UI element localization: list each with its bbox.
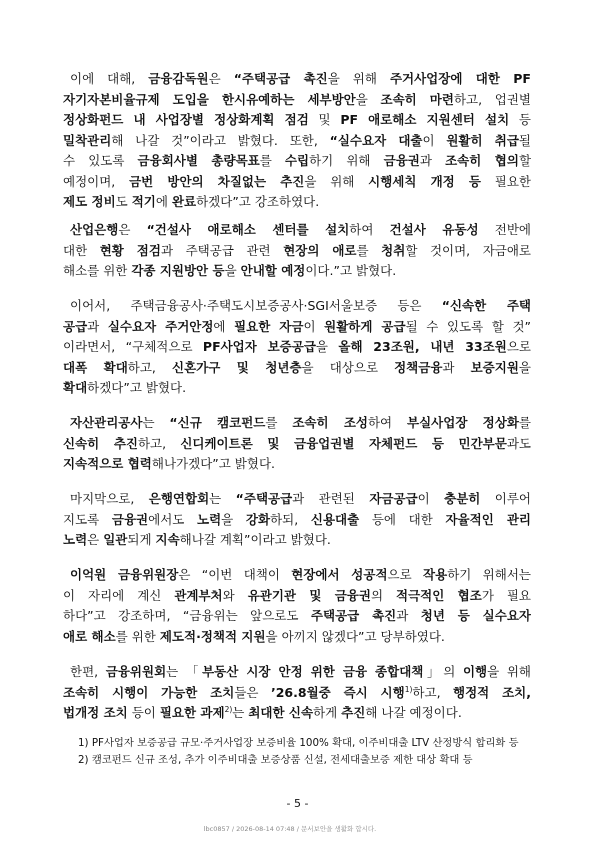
text: 를 (265, 415, 293, 430)
bold-text: 부동산 시장 안정 위한 금융 종합대책 (202, 664, 424, 679)
text-line (63, 489, 531, 510)
bold-text: 노력 (63, 532, 88, 547)
paragraph-fss-statement (63, 69, 531, 213)
text: 마지막으로, (70, 491, 149, 506)
bold-text: 추진 (341, 705, 366, 720)
text: 하되, (270, 511, 311, 527)
bold-text: 확대 (63, 380, 88, 395)
text: 전반에 (478, 222, 531, 237)
text: 해 나갈 것”이라고 밝혔다. 또한, (111, 132, 330, 148)
bold-text: 현장의 애로 (283, 242, 357, 258)
paragraph-fsc-plan (63, 662, 531, 724)
text: 하게 (313, 705, 342, 720)
text-line (63, 565, 531, 586)
text: 도 (115, 194, 132, 209)
bold-text: 각종 지원방안 등 (131, 263, 225, 278)
text: 이다.”고 밝혔다. (305, 263, 397, 278)
text: 이에 대해, (70, 71, 149, 86)
footnote-ref: 2) (224, 705, 233, 714)
text: 한편, (70, 664, 106, 679)
text: 하기 위해서는 (447, 567, 531, 582)
text-line (63, 296, 531, 317)
text: 필요한 (480, 173, 531, 189)
text: 을 대상으로 (301, 359, 395, 375)
text-line (63, 261, 531, 282)
bold-text: 조속히 시행이 가능한 조치 (63, 684, 235, 700)
text-line (63, 586, 531, 607)
text: 을 (315, 339, 339, 354)
text-line (63, 110, 531, 131)
text-line (63, 378, 531, 399)
bold-text: 이억원 금융위원장 (70, 567, 179, 582)
bold-text: 부실사업장 정상화 (407, 415, 519, 430)
bold-text: 산업은행 (70, 222, 119, 237)
bold-text: 신혼가구 및 청년층 (172, 359, 302, 375)
footnote-2: 2) 캠코펀드 신규 조성, 추가 이주비대출 보증상품 신설, 전세대출보증 제한 대상 확대 등 (78, 754, 473, 766)
text: 이 (417, 491, 445, 506)
bold-text: PF사업자 보증공급 (202, 339, 316, 354)
bold-text: 안내할 예정 (240, 263, 306, 278)
bold-text: 필요한 과제 (159, 705, 225, 720)
text: 하고, (412, 684, 454, 700)
bold-text: 강화 (245, 511, 271, 527)
text: 과 (442, 359, 471, 375)
text-line (63, 151, 531, 172)
text: 을 (355, 91, 381, 107)
bold-text: 필요한 자금 (234, 318, 304, 334)
text: 등이 (127, 705, 160, 720)
text-line (63, 434, 531, 455)
text-line (63, 703, 531, 724)
text: 」의 (423, 664, 463, 679)
text: 해나가겠다”고 밝혔다. (151, 456, 275, 471)
bold-text: 원활하게 공급 (324, 318, 406, 334)
bold-text: “신규 캠코펀드 (169, 415, 266, 430)
bold-text: 법개정 조치 (63, 705, 128, 720)
text: 과 (419, 153, 446, 168)
bold-text: 행정적 조치, (453, 684, 531, 700)
bold-text: 정책금융 (394, 359, 443, 375)
text: 대한 (63, 242, 100, 258)
bold-text: 조속히 마련 (380, 91, 454, 107)
text: 을 (221, 511, 246, 527)
bold-text: 금융위원회 (105, 664, 167, 679)
text-line (63, 454, 531, 475)
text: 은 “이번 대책이 (178, 567, 292, 582)
text: 이루어 (480, 491, 531, 506)
paragraph-bank-federation-statement (63, 489, 531, 551)
bold-text: 건설사 유동성 (389, 222, 479, 237)
bold-text: 조속히 조성 (292, 415, 368, 430)
text: 및 (308, 112, 341, 127)
text: 가 필요 (481, 587, 531, 603)
bold-text: 노력 (197, 511, 222, 527)
bold-text: 제도적·정책적 지원 (159, 628, 266, 644)
text: 하겠다”고 밝혔다. (87, 380, 187, 395)
text: 을 아끼지 않겠다”고 당부하였다. (265, 628, 445, 644)
bold-text: 정상화펀드 내 사업장별 정상화계획 점검 (63, 112, 309, 127)
text-line (63, 337, 531, 358)
bold-text: “실수요자 대출 (329, 132, 423, 148)
bold-text: 올해 23조원, 내년 33조원 (338, 339, 507, 354)
text: 될 수 있도록 할 것” (405, 318, 531, 334)
bold-text: 대폭 확대 (63, 359, 128, 375)
bold-text: 청취 (381, 242, 406, 258)
bold-text: 작용 (423, 567, 448, 582)
text: 이 (422, 132, 447, 148)
text: 이 자리에 계신 (63, 587, 175, 603)
bold-text: 적극적인 협조 (396, 587, 482, 603)
bold-text: 이행 (462, 664, 488, 679)
bold-text: 보증지원 (470, 359, 519, 375)
bold-text: 유관기관 및 금융권 (247, 587, 371, 603)
bold-text: 신속히 추진 (63, 435, 138, 451)
text-line (63, 358, 531, 379)
text: 해나갈 계획”이라고 밝혔다. (179, 532, 331, 547)
bold-text: “건설사 애로해소 센터를 설치 (146, 222, 350, 237)
text: 에 (155, 194, 172, 209)
text: 은 (118, 222, 147, 237)
bold-text: 애로 해소 (63, 628, 116, 644)
text-line (63, 683, 531, 704)
text: 해 나갈 예정이다. (365, 705, 462, 720)
text: 과도 (506, 435, 531, 451)
text: 으로 (387, 567, 424, 582)
text: 을 (518, 359, 531, 375)
text: 를 (356, 242, 382, 258)
text-line (63, 131, 531, 152)
text: 되게 (127, 532, 156, 547)
bold-text: 현황 점검 (99, 242, 161, 258)
text: 이어서, 주택금융공사·주택도시보증공사·SGI서울보증 등은 (70, 298, 442, 313)
bold-text: 자금공급 (369, 491, 418, 506)
text: 과 주택공급 관련 (160, 242, 284, 258)
text-line (63, 606, 531, 627)
bold-text: 금융권 (383, 153, 420, 168)
text: 하고, 업권별 (453, 91, 531, 107)
text-line (63, 90, 531, 111)
text: 는 「 (166, 664, 203, 679)
paragraph-fsc-chairman-statement (63, 565, 531, 647)
bold-text: 자율적인 관리 (445, 511, 531, 527)
bold-text: 신디케이트론 및 금융업권별 자체펀드 등 민간부문 (180, 435, 507, 451)
text: 등 (509, 112, 531, 127)
text-line (63, 510, 531, 531)
bold-text: 완료 (171, 194, 197, 209)
bold-text: 자산관리공사 (70, 415, 143, 430)
text-line (63, 530, 531, 551)
text: 과 (87, 318, 108, 334)
bold-text: 은행연합회 (148, 491, 210, 506)
text: 이 (303, 318, 325, 334)
bold-text: 청년 등 실수요자 (420, 608, 531, 623)
bold-text: 지속적으로 협력 (63, 456, 152, 471)
text: 를 위한 (115, 628, 160, 644)
bold-text: “신속한 주택 (441, 298, 531, 313)
text: 하여 (349, 222, 390, 237)
text: 으로 (506, 339, 531, 354)
bold-text: 최대한 신속 (248, 705, 314, 720)
bold-text: “주택공급 촉진 (233, 71, 328, 86)
text: 하겠다”고 강조하였다. (196, 194, 320, 209)
text: 하다”고 강조하며, “금융위는 앞으로도 (63, 608, 311, 623)
text: 을 (224, 263, 241, 278)
bold-text: 주거사업장에 대한 PF (389, 71, 531, 86)
bold-text: 신용대출 (310, 511, 360, 527)
text-line (63, 317, 531, 338)
text-line (63, 220, 531, 241)
bold-text: 자기자본비율규제 도입을 한시유예하는 세부방안 (63, 91, 356, 107)
text: 될 (518, 132, 531, 148)
text: 에서도 (148, 511, 198, 527)
text: 예정이며, (63, 173, 130, 189)
text: 은 (87, 532, 104, 547)
text: 하고, (137, 435, 181, 451)
bold-text: 지속 (155, 532, 180, 547)
text: 과 (396, 608, 421, 623)
paragraph-guarantee-agencies-statement (63, 296, 531, 399)
bold-text: ’26.8월중 즉시 시행 (270, 684, 405, 700)
text: 는 (232, 705, 249, 720)
bold-text: PF 애로해소 지원센터 설치 (340, 112, 510, 127)
bold-text: 밀착관리 (63, 132, 112, 148)
bold-text: 제도 정비 (63, 194, 116, 209)
text: 할 (518, 153, 531, 168)
bold-text: 현장에서 성공적 (291, 567, 388, 582)
bold-text: 수립 (284, 153, 310, 168)
bold-text: 시행세칙 개정 등 (368, 173, 481, 189)
text: 의 (370, 587, 397, 603)
text: 하여 (367, 415, 408, 430)
bold-text: 원활히 취급 (446, 132, 519, 148)
text: 하기 위해 (309, 153, 384, 168)
text-line (63, 662, 531, 683)
footnote-1: 1) PF사업자 보증공급 규모·주거사업장 보증비율 100% 확대, 이주비대출 LTV 산정방식 합리화 등 (78, 737, 519, 749)
text: 을 위해 (327, 71, 390, 86)
text: 을 위해 (487, 664, 531, 679)
text: 은 (208, 71, 234, 86)
paragraph-kamco-statement (63, 413, 531, 475)
text: 할 것이며, 자금애로 (405, 242, 531, 258)
bold-text: 조속히 협의 (445, 153, 519, 168)
text-line (63, 627, 531, 648)
text-line (63, 241, 531, 262)
bold-text: 공급 (63, 318, 88, 334)
text: 수 있도록 (63, 153, 138, 168)
text: 는 (209, 491, 236, 506)
text: 를 (259, 153, 285, 168)
bold-text: 충분히 (444, 491, 481, 506)
text: 이라면서, “구체적으로 (63, 339, 203, 354)
text: 지도록 (63, 511, 112, 527)
text: 들은 (234, 684, 271, 700)
bold-text: 금융감독원 (148, 71, 209, 86)
paragraph-kdb-statement (63, 220, 531, 282)
bold-text: 일관 (103, 532, 128, 547)
bold-text: 주택공급 촉진 (310, 608, 397, 623)
bold-text: 금번 방안의 차질없는 추진 (129, 173, 305, 189)
document-footer-stamp: lbc0857 / 2026-08-14 07:48 / 문서보안을 생활화 합시다. (203, 825, 377, 833)
footnotes (78, 735, 533, 769)
page-number: - 5 - (286, 797, 309, 810)
bold-text: 관계부처 (174, 587, 223, 603)
bold-text: “주택공급 (235, 491, 293, 506)
footnote-ref: 1) (404, 684, 413, 694)
text: 를 (518, 415, 531, 430)
text-line (63, 413, 531, 434)
text: 와 (222, 587, 248, 603)
bold-text: 금융권 (111, 511, 149, 527)
text: 등에 대한 (359, 511, 446, 527)
text-line (63, 192, 531, 213)
text-line (63, 69, 531, 90)
text-line (63, 172, 531, 193)
text: 해소를 위한 (63, 263, 132, 278)
text: 을 위해 (304, 173, 369, 189)
bold-text: 금융회사별 총량목표 (137, 153, 260, 168)
bold-text: 적기 (131, 194, 156, 209)
text: 는 (142, 415, 170, 430)
text: 과 관련된 (292, 491, 370, 506)
text: 하고, (127, 359, 172, 375)
bold-text: 실수요자 주거안정 (107, 318, 214, 334)
text: 에 (213, 318, 235, 334)
